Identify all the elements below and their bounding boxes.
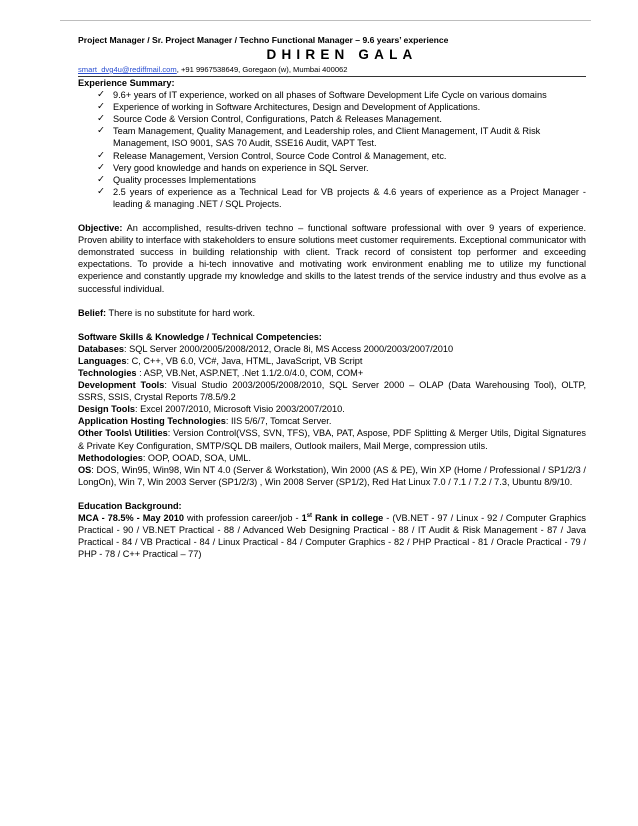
skill-technologies: Technologies : ASP, VB.Net, ASP.NET, .Net 1.1/2.0/4.0, COM, COM+ (78, 367, 364, 378)
list-item: ✓ 9.6+ years of IT experience, worked on all phases of Software Development Life Cycle on various domains (97, 89, 547, 101)
objective-paragraph (78, 222, 586, 295)
education-mca: MCA - 78.5% - May 2010 with profession career/job - 1st Rank in college - (VB.NET - 97 / Linux - 92 / Computer Graphics Practical - 90 / VB.NET Practical - 88 / Advanced Web Designing Practical - 88 / IT Audit & Risk Management - 87 / Java Practical - 84 / VB Practical - 84 / Linux Practical - 84 / Computer Graphics - 82 / PHP Practical - 81 / Oracle Practical - 79 / PHP - 78 / C++ Practical – 77) (78, 512, 587, 560)
skill-hosting: Application Hosting Technologies: IIS 5/6/7, Tomcat Server. (78, 416, 332, 427)
experience-summary-title: Experience Summary: (78, 78, 175, 88)
candidate-name: DHIREN GALA (266, 47, 418, 62)
email-link[interactable]: smart_dvg4u@rediffmail.com (78, 65, 177, 74)
belief-paragraph (78, 307, 586, 319)
list-item: ✓ Source Code & Version Control, Configurations, Patch & Releases Management. (97, 113, 442, 125)
contact-line (78, 64, 586, 75)
checkmark-icon: ✓ (97, 173, 105, 185)
education-title: Education Background: (78, 500, 182, 511)
belief-text: There is no substitute for hard work. (106, 307, 256, 318)
checkmark-icon: ✓ (97, 149, 105, 161)
list-item: ✓ Quality processes Implementations (97, 173, 256, 185)
skill-design-tools: Design Tools: Excel 2007/2010, Microsoft Visio 2003/2007/2010. (78, 404, 345, 415)
experience-summary-list (78, 89, 586, 210)
checkmark-icon: ✓ (97, 161, 105, 173)
top-border-line (60, 20, 591, 21)
list-item: ✓ Team Management, Quality Management, and Leadership roles, and Client Management, IT Audit & Risk Management, ISO 9001, SAS 70 Audit, SSE16 Audit, VAPT Test. (97, 125, 541, 149)
list-item: ✓ 2.5 years of experience as a Technical Lead for VB projects & 4.6 years of experience as a Project Manager - leading & managing .NET / SQL Projects. (97, 185, 586, 209)
checkmark-icon: ✓ (97, 113, 105, 125)
checkmark-icon: ✓ (97, 101, 105, 113)
checkmark-icon: ✓ (97, 125, 105, 137)
list-item: ✓ Experience of working in Software Architectures, Design and Development of Applications. (97, 101, 481, 113)
header-title-line: Project Manager / Sr. Project Manager / Techno Functional Manager – 9.6 years’ experience (78, 35, 449, 45)
belief-label: Belief: (78, 307, 107, 318)
list-item: ✓ Release Management, Version Control, Source Code Control & Management, etc. (97, 149, 447, 161)
resume-content (78, 34, 586, 560)
checkmark-icon: ✓ (97, 89, 105, 101)
objective-label: Objective: (78, 223, 123, 234)
skills-title: Software Skills & Knowledge / Technical Competencies: (78, 331, 322, 342)
rank-text: 1st Rank in college (301, 512, 384, 523)
mca-label: MCA - 78.5% - May 2010 (78, 513, 184, 523)
contact-details: , +91 9967538649, Goregaon (w), Mumbai 400062 (176, 65, 348, 74)
objective-text: An accomplished, results-driven techno – functional software professional with over 9 years of experience. Proven ability to interface with stakeholders to ensure solutions meet customer requirements. Exceptional communicator with demonstrated success in building relationship with client. Track record of consistent top performer and exceeding expectations. To provide a hi-tech innovative and motivating work environment enabling me to utilize my functional experience and constantly upgrade my knowledge and skills to the latest trends of the service industry and thus evolve as a successful individual. (78, 223, 586, 294)
skill-databases: Databases: SQL Server 2000/2005/2008/2012, Oracle 8i, MS Access 2000/2003/2007/2010 (78, 343, 454, 354)
checkmark-icon: ✓ (97, 185, 105, 197)
skill-os: OS: DOS, Win95, Win98, Win NT 4.0 (Server & Workstation), Win 2000 (AS & PE), Win XP (Home / Professional / SP1/2/3 / LongOn), Win 7, Win 2003 Server (SP1/2/3) , Win 2008 Server (SP1/2), Red Hat Linux 7.0 / 7.1 / 7.2 / 7.3, Ubuntu 8/9/10. (78, 464, 586, 487)
skill-development-tools: Development Tools: Visual Studio 2003/2005/2008/2010, SQL Server 2000 – OLAP (Data Warehousing Tool), OLTP, SSRS, SSIS, Crystal Reports 7/8.5/9.2 (78, 380, 586, 403)
list-item: ✓ Very good knowledge and hands on experience in SQL Server. (97, 161, 369, 173)
skill-other-tools: Other Tools\ Utilities: Version Control(VSS, SVN, TFS), VBA, PAT, Aspose, PDF Splitting & Merger Utils, Digital Signatures & Private Key Configuration, SMTP/SQL DB mailers, Outlook mailers, Mail Merge, compression utils. (78, 428, 586, 451)
skill-languages: Languages: C, C++, VB 6.0, VC#, Java, HTML, JavaScript, VB Script (78, 355, 363, 366)
skill-methodologies: Methodologies: OOP, OOAD, SOA, UML. (78, 452, 251, 463)
